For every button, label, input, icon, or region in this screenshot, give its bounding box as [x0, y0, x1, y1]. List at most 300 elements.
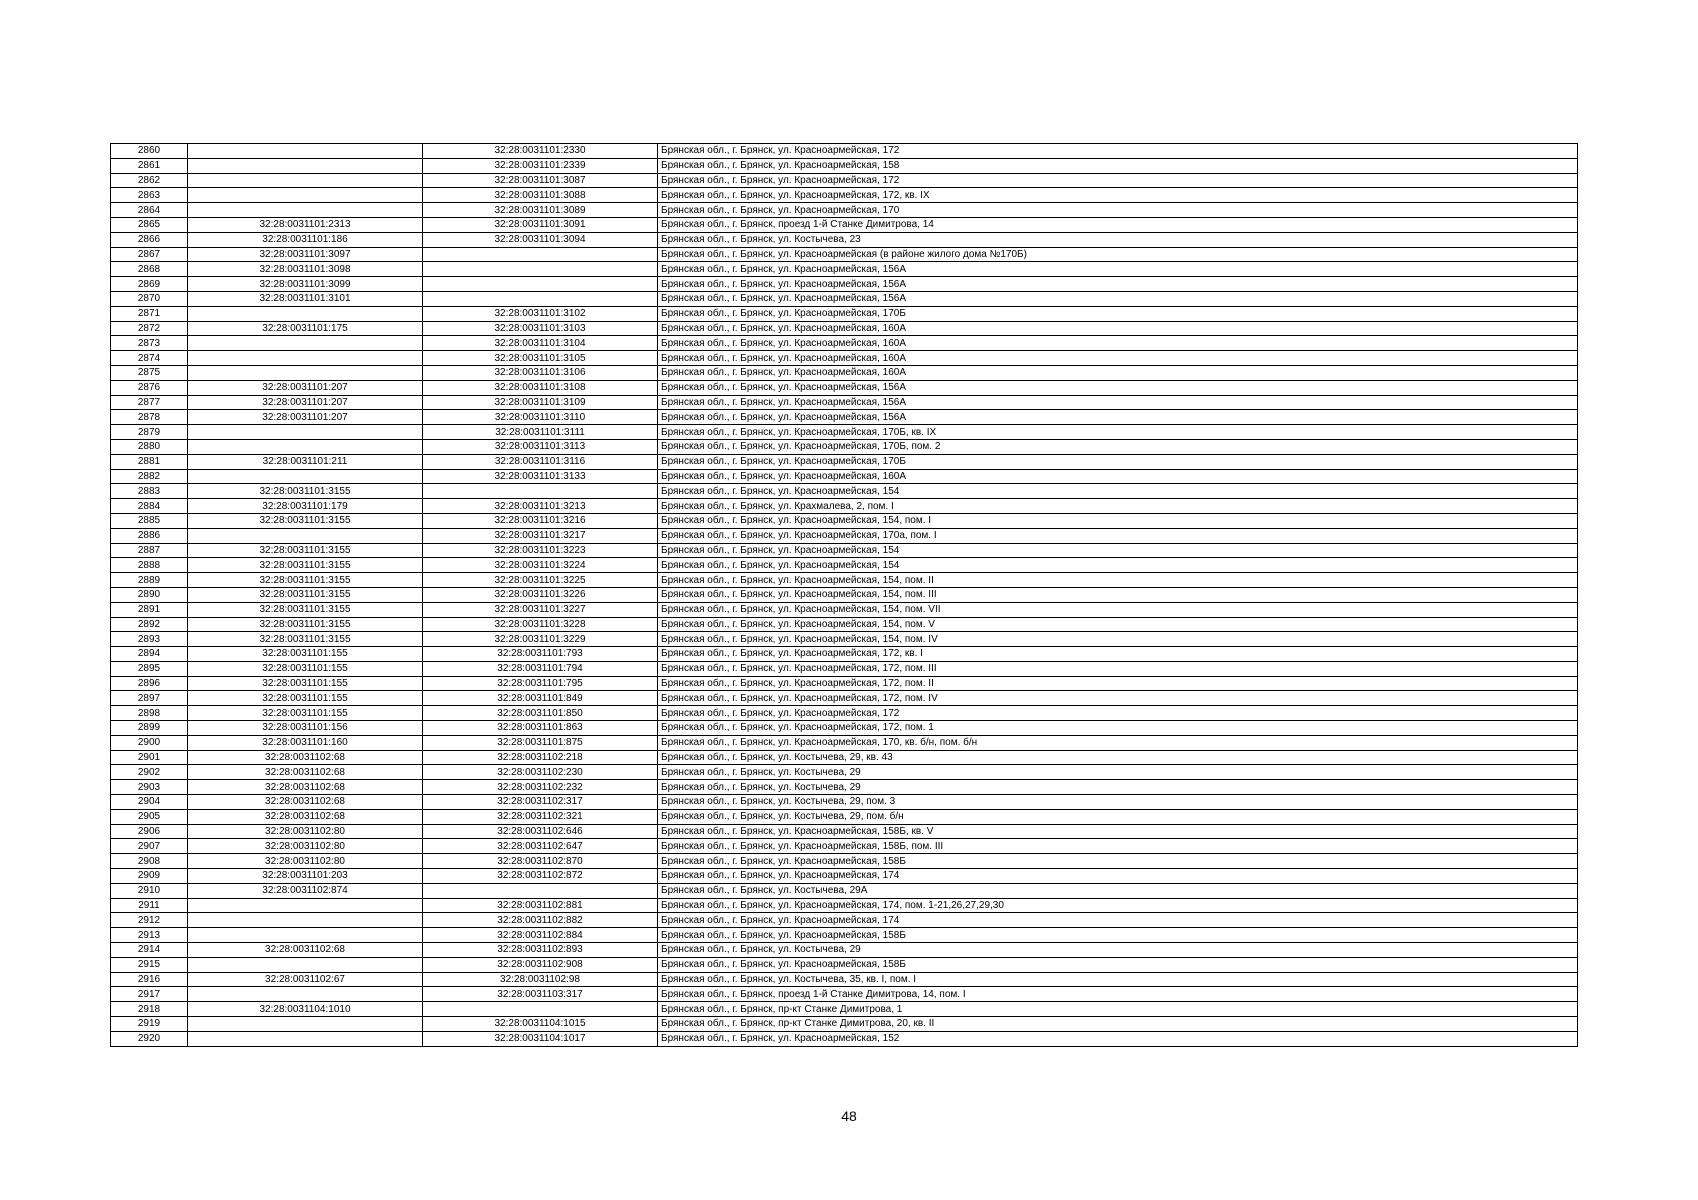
address-cell: Брянская обл., г. Брянск, ул. Красноармейская (в районе жилого дома №170Б) — [658, 247, 1578, 262]
object-number-cell: 32:28:0031101:875 — [423, 735, 658, 750]
page-number: 48 — [841, 1108, 857, 1124]
parcel-number-cell — [188, 528, 423, 543]
row-number-cell: 2889 — [111, 573, 188, 588]
table-row — [111, 513, 1578, 528]
row-number-cell: 2916 — [111, 972, 188, 987]
parcel-number-cell: 32:28:0031101:175 — [188, 321, 423, 336]
table-row — [111, 587, 1578, 602]
object-number-cell: 32:28:0031102:884 — [423, 928, 658, 943]
row-number-cell: 2867 — [111, 247, 188, 262]
parcel-number-cell: 32:28:0031101:207 — [188, 395, 423, 410]
row-number-cell: 2879 — [111, 425, 188, 440]
table-row — [111, 898, 1578, 913]
registry-table — [110, 143, 1578, 1047]
parcel-number-cell: 32:28:0031101:3155 — [188, 602, 423, 617]
object-number-cell — [423, 291, 658, 306]
address-cell: Брянская обл., г. Брянск, ул. Красноармейская, 160А — [658, 469, 1578, 484]
table-row — [111, 839, 1578, 854]
parcel-number-cell — [188, 425, 423, 440]
row-number-cell: 2868 — [111, 262, 188, 277]
table-row — [111, 203, 1578, 218]
table-row — [111, 232, 1578, 247]
row-number-cell: 2861 — [111, 158, 188, 173]
row-number-cell: 2863 — [111, 188, 188, 203]
parcel-number-cell: 32:28:0031102:80 — [188, 854, 423, 869]
object-number-cell — [423, 883, 658, 898]
object-number-cell: 32:28:0031101:3087 — [423, 173, 658, 188]
registry-table-body — [111, 144, 1578, 1047]
object-number-cell: 32:28:0031102:908 — [423, 957, 658, 972]
row-number-cell: 2911 — [111, 898, 188, 913]
address-cell: Брянская обл., г. Брянск, ул. Красноармейская, 158Б — [658, 928, 1578, 943]
address-cell: Брянская обл., г. Брянск, ул. Красноармейская, 170Б, кв. IX — [658, 425, 1578, 440]
parcel-number-cell: 32:28:0031101:2313 — [188, 217, 423, 232]
table-row — [111, 336, 1578, 351]
table-row — [111, 854, 1578, 869]
parcel-number-cell — [188, 987, 423, 1002]
row-number-cell: 2873 — [111, 336, 188, 351]
address-cell: Брянская обл., г. Брянск, ул. Красноармейская, 170Б — [658, 454, 1578, 469]
address-cell: Брянская обл., г. Брянск, ул. Красноармейская, 156А — [658, 277, 1578, 292]
table-row — [111, 188, 1578, 203]
address-cell: Брянская обл., г. Брянск, ул. Красноармейская, 154 — [658, 558, 1578, 573]
row-number-cell: 2915 — [111, 957, 188, 972]
row-number-cell: 2912 — [111, 913, 188, 928]
table-row — [111, 158, 1578, 173]
row-number-cell: 2876 — [111, 380, 188, 395]
object-number-cell: 32:28:0031102:98 — [423, 972, 658, 987]
address-cell: Брянская обл., г. Брянск, ул. Красноармейская, 170а, пом. I — [658, 528, 1578, 543]
row-number-cell: 2877 — [111, 395, 188, 410]
table-row — [111, 928, 1578, 943]
address-cell: Брянская обл., г. Брянск, ул. Красноармейская, 170Б, пом. 2 — [658, 439, 1578, 454]
address-cell: Брянская обл., г. Брянск, ул. Красноармейская, 158Б — [658, 957, 1578, 972]
row-number-cell: 2878 — [111, 410, 188, 425]
address-cell: Брянская обл., г. Брянск, ул. Красноармейская, 154, пом. VII — [658, 602, 1578, 617]
row-number-cell: 2892 — [111, 617, 188, 632]
row-number-cell: 2885 — [111, 513, 188, 528]
object-number-cell: 32:28:0031101:795 — [423, 676, 658, 691]
row-number-cell: 2883 — [111, 484, 188, 499]
address-cell: Брянская обл., г. Брянск, ул. Красноармейская, 172, пом. II — [658, 676, 1578, 691]
object-number-cell: 32:28:0031102:881 — [423, 898, 658, 913]
parcel-number-cell: 32:28:0031101:3155 — [188, 543, 423, 558]
table-row — [111, 943, 1578, 958]
parcel-number-cell — [188, 928, 423, 943]
parcel-number-cell: 32:28:0031102:68 — [188, 765, 423, 780]
object-number-cell — [423, 247, 658, 262]
parcel-number-cell: 32:28:0031102:68 — [188, 780, 423, 795]
row-number-cell: 2866 — [111, 232, 188, 247]
object-number-cell: 32:28:0031102:646 — [423, 824, 658, 839]
parcel-number-cell — [188, 173, 423, 188]
table-row — [111, 883, 1578, 898]
parcel-number-cell — [188, 203, 423, 218]
row-number-cell: 2874 — [111, 351, 188, 366]
table-row — [111, 277, 1578, 292]
parcel-number-cell: 32:28:0031101:3097 — [188, 247, 423, 262]
address-cell: Брянская обл., г. Брянск, проезд 1-й Станке Димитрова, 14, пом. I — [658, 987, 1578, 1002]
address-cell: Брянская обл., г. Брянск, ул. Красноармейская, 154, пом. II — [658, 573, 1578, 588]
object-number-cell: 32:28:0031102:321 — [423, 809, 658, 824]
table-row — [111, 1017, 1578, 1032]
table-row — [111, 750, 1578, 765]
address-cell: Брянская обл., г. Брянск, ул. Красноармейская, 160А — [658, 321, 1578, 336]
address-cell: Брянская обл., г. Брянск, ул. Красноармейская, 154 — [658, 484, 1578, 499]
object-number-cell: 32:28:0031101:793 — [423, 647, 658, 662]
address-cell: Брянская обл., г. Брянск, ул. Красноармейская, 170 — [658, 203, 1578, 218]
parcel-number-cell — [188, 158, 423, 173]
table-row — [111, 173, 1578, 188]
parcel-number-cell: 32:28:0031102:68 — [188, 795, 423, 810]
object-number-cell: 32:28:0031102:218 — [423, 750, 658, 765]
address-cell: Брянская обл., г. Брянск, ул. Костычева, 35, кв. I, пом. I — [658, 972, 1578, 987]
table-row — [111, 735, 1578, 750]
parcel-number-cell: 32:28:0031101:3155 — [188, 513, 423, 528]
object-number-cell: 32:28:0031101:3113 — [423, 439, 658, 454]
address-cell: Брянская обл., г. Брянск, ул. Красноармейская, 156А — [658, 262, 1578, 277]
object-number-cell: 32:28:0031102:647 — [423, 839, 658, 854]
address-cell: Брянская обл., г. Брянск, ул. Красноармейская, 154, пом. IV — [658, 632, 1578, 647]
table-row — [111, 558, 1578, 573]
table-row — [111, 351, 1578, 366]
parcel-number-cell: 32:28:0031102:67 — [188, 972, 423, 987]
address-cell: Брянская обл., г. Брянск, ул. Красноармейская, 158Б — [658, 854, 1578, 869]
row-number-cell: 2917 — [111, 987, 188, 1002]
parcel-number-cell: 32:28:0031101:155 — [188, 661, 423, 676]
address-cell: Брянская обл., г. Брянск, ул. Красноармейская, 160А — [658, 336, 1578, 351]
parcel-number-cell — [188, 1031, 423, 1046]
object-number-cell: 32:28:0031101:3228 — [423, 617, 658, 632]
row-number-cell: 2888 — [111, 558, 188, 573]
address-cell: Брянская обл., г. Брянск, ул. Костычева, 29 — [658, 780, 1578, 795]
object-number-cell: 32:28:0031101:3089 — [423, 203, 658, 218]
table-row — [111, 869, 1578, 884]
address-cell: Брянская обл., г. Брянск, ул. Красноармейская, 170, кв. б/н, пом. б/н — [658, 735, 1578, 750]
row-number-cell: 2908 — [111, 854, 188, 869]
address-cell: Брянская обл., г. Брянск, ул. Красноармейская, 154, пом. I — [658, 513, 1578, 528]
address-cell: Брянская обл., г. Брянск, ул. Красноармейская, 170Б — [658, 306, 1578, 321]
table-row — [111, 217, 1578, 232]
row-number-cell: 2880 — [111, 439, 188, 454]
table-row — [111, 661, 1578, 676]
parcel-number-cell: 32:28:0031101:3155 — [188, 632, 423, 647]
address-cell: Брянская обл., г. Брянск, ул. Красноармейская, 156А — [658, 410, 1578, 425]
address-cell: Брянская обл., г. Брянск, пр-кт Станке Димитрова, 1 — [658, 1002, 1578, 1017]
parcel-number-cell — [188, 1017, 423, 1032]
object-number-cell: 32:28:0031101:3108 — [423, 380, 658, 395]
row-number-cell: 2882 — [111, 469, 188, 484]
table-row — [111, 543, 1578, 558]
parcel-number-cell: 32:28:0031102:68 — [188, 943, 423, 958]
parcel-number-cell — [188, 144, 423, 159]
table-row — [111, 780, 1578, 795]
address-cell: Брянская обл., г. Брянск, ул. Крахмалева, 2, пом. I — [658, 499, 1578, 514]
table-row — [111, 972, 1578, 987]
row-number-cell: 2902 — [111, 765, 188, 780]
address-cell: Брянская обл., г. Брянск, ул. Костычева, 29 — [658, 765, 1578, 780]
address-cell: Брянская обл., г. Брянск, ул. Красноармейская, 156А — [658, 380, 1578, 395]
address-cell: Брянская обл., г. Брянск, ул. Костычева, 29, пом. 3 — [658, 795, 1578, 810]
table-row — [111, 913, 1578, 928]
object-number-cell: 32:28:0031101:2339 — [423, 158, 658, 173]
table-row — [111, 499, 1578, 514]
address-cell: Брянская обл., г. Брянск, ул. Красноармейская, 154, пом. V — [658, 617, 1578, 632]
address-cell: Брянская обл., г. Брянск, ул. Красноармейская, 156А — [658, 395, 1578, 410]
table-row — [111, 676, 1578, 691]
parcel-number-cell: 32:28:0031101:207 — [188, 380, 423, 395]
object-number-cell: 32:28:0031101:3111 — [423, 425, 658, 440]
table-row — [111, 395, 1578, 410]
row-number-cell: 2904 — [111, 795, 188, 810]
table-row — [111, 365, 1578, 380]
row-number-cell: 2872 — [111, 321, 188, 336]
parcel-number-cell: 32:28:0031102:68 — [188, 809, 423, 824]
row-number-cell: 2890 — [111, 587, 188, 602]
row-number-cell: 2899 — [111, 721, 188, 736]
address-cell: Брянская обл., г. Брянск, ул. Красноармейская, 172 — [658, 706, 1578, 721]
parcel-number-cell: 32:28:0031101:3101 — [188, 291, 423, 306]
table-row — [111, 795, 1578, 810]
row-number-cell: 2913 — [111, 928, 188, 943]
address-cell: Брянская обл., г. Брянск, ул. Красноармейская, 156А — [658, 291, 1578, 306]
row-number-cell: 2864 — [111, 203, 188, 218]
parcel-number-cell: 32:28:0031101:179 — [188, 499, 423, 514]
object-number-cell: 32:28:0031101:3216 — [423, 513, 658, 528]
object-number-cell: 32:28:0031103:317 — [423, 987, 658, 1002]
parcel-number-cell: 32:28:0031104:1010 — [188, 1002, 423, 1017]
row-number-cell: 2920 — [111, 1031, 188, 1046]
row-number-cell: 2886 — [111, 528, 188, 543]
row-number-cell: 2871 — [111, 306, 188, 321]
row-number-cell: 2907 — [111, 839, 188, 854]
address-cell: Брянская обл., г. Брянск, ул. Костычева, 29, пом. б/н — [658, 809, 1578, 824]
row-number-cell: 2914 — [111, 943, 188, 958]
parcel-number-cell — [188, 336, 423, 351]
row-number-cell: 2875 — [111, 365, 188, 380]
table-row — [111, 824, 1578, 839]
address-cell: Брянская обл., г. Брянск, ул. Красноармейская, 158Б, кв. V — [658, 824, 1578, 839]
parcel-number-cell: 32:28:0031102:80 — [188, 824, 423, 839]
table-row — [111, 573, 1578, 588]
object-number-cell: 32:28:0031101:3102 — [423, 306, 658, 321]
table-row — [111, 1002, 1578, 1017]
row-number-cell: 2870 — [111, 291, 188, 306]
object-number-cell — [423, 1002, 658, 1017]
object-number-cell: 32:28:0031101:3110 — [423, 410, 658, 425]
row-number-cell: 2860 — [111, 144, 188, 159]
object-number-cell: 32:28:0031101:3116 — [423, 454, 658, 469]
parcel-number-cell — [188, 439, 423, 454]
parcel-number-cell — [188, 898, 423, 913]
parcel-number-cell — [188, 913, 423, 928]
object-number-cell: 32:28:0031101:3103 — [423, 321, 658, 336]
address-cell: Брянская обл., г. Брянск, ул. Костычева, 29А — [658, 883, 1578, 898]
row-number-cell: 2903 — [111, 780, 188, 795]
object-number-cell: 32:28:0031102:870 — [423, 854, 658, 869]
address-cell: Брянская обл., г. Брянск, ул. Красноармейская, 154 — [658, 543, 1578, 558]
object-number-cell: 32:28:0031101:3109 — [423, 395, 658, 410]
object-number-cell — [423, 484, 658, 499]
object-number-cell: 32:28:0031101:794 — [423, 661, 658, 676]
table-row — [111, 957, 1578, 972]
parcel-number-cell: 32:28:0031101:207 — [188, 410, 423, 425]
table-row — [111, 425, 1578, 440]
parcel-number-cell — [188, 188, 423, 203]
address-cell: Брянская обл., г. Брянск, ул. Красноармейская, 154, пом. III — [658, 587, 1578, 602]
parcel-number-cell: 32:28:0031101:211 — [188, 454, 423, 469]
parcel-number-cell — [188, 957, 423, 972]
row-number-cell: 2869 — [111, 277, 188, 292]
parcel-number-cell: 32:28:0031101:155 — [188, 676, 423, 691]
object-number-cell: 32:28:0031101:3225 — [423, 573, 658, 588]
address-cell: Брянская обл., г. Брянск, ул. Красноармейская, 174 — [658, 913, 1578, 928]
table-row — [111, 1031, 1578, 1046]
row-number-cell: 2893 — [111, 632, 188, 647]
object-number-cell: 32:28:0031101:849 — [423, 691, 658, 706]
parcel-number-cell — [188, 306, 423, 321]
object-number-cell: 32:28:0031101:3104 — [423, 336, 658, 351]
row-number-cell: 2894 — [111, 647, 188, 662]
parcel-number-cell: 32:28:0031101:3155 — [188, 573, 423, 588]
row-number-cell: 2901 — [111, 750, 188, 765]
parcel-number-cell: 32:28:0031101:3155 — [188, 484, 423, 499]
object-number-cell: 32:28:0031101:3094 — [423, 232, 658, 247]
parcel-number-cell: 32:28:0031101:203 — [188, 869, 423, 884]
address-cell: Брянская обл., г. Брянск, ул. Красноармейская, 172, кв. IX — [658, 188, 1578, 203]
row-number-cell: 2862 — [111, 173, 188, 188]
address-cell: Брянская обл., г. Брянск, ул. Красноармейская, 160А — [658, 365, 1578, 380]
parcel-number-cell: 32:28:0031102:80 — [188, 839, 423, 854]
address-cell: Брянская обл., г. Брянск, ул. Красноармейская, 172, кв. I — [658, 647, 1578, 662]
row-number-cell: 2919 — [111, 1017, 188, 1032]
address-cell: Брянская обл., г. Брянск, ул. Красноармейская, 172 — [658, 144, 1578, 159]
row-number-cell: 2898 — [111, 706, 188, 721]
table-row — [111, 410, 1578, 425]
table-row — [111, 765, 1578, 780]
parcel-number-cell: 32:28:0031101:156 — [188, 721, 423, 736]
object-number-cell — [423, 262, 658, 277]
row-number-cell: 2906 — [111, 824, 188, 839]
object-number-cell: 32:28:0031101:3217 — [423, 528, 658, 543]
row-number-cell: 2895 — [111, 661, 188, 676]
parcel-number-cell: 32:28:0031102:68 — [188, 750, 423, 765]
row-number-cell: 2896 — [111, 676, 188, 691]
address-cell: Брянская обл., г. Брянск, ул. Красноармейская, 174 — [658, 869, 1578, 884]
parcel-number-cell — [188, 351, 423, 366]
address-cell: Брянская обл., г. Брянск, ул. Красноармейская, 172, пом. 1 — [658, 721, 1578, 736]
row-number-cell: 2918 — [111, 1002, 188, 1017]
parcel-number-cell: 32:28:0031101:3155 — [188, 617, 423, 632]
object-number-cell: 32:28:0031101:3106 — [423, 365, 658, 380]
table-row — [111, 144, 1578, 159]
address-cell: Брянская обл., г. Брянск, ул. Костычева, 23 — [658, 232, 1578, 247]
parcel-number-cell: 32:28:0031101:186 — [188, 232, 423, 247]
object-number-cell: 32:28:0031101:863 — [423, 721, 658, 736]
row-number-cell: 2905 — [111, 809, 188, 824]
table-row — [111, 469, 1578, 484]
row-number-cell: 2910 — [111, 883, 188, 898]
table-row — [111, 306, 1578, 321]
parcel-number-cell: 32:28:0031101:3155 — [188, 587, 423, 602]
parcel-number-cell — [188, 365, 423, 380]
address-cell: Брянская обл., г. Брянск, ул. Красноармейская, 158Б, пом. III — [658, 839, 1578, 854]
address-cell: Брянская обл., г. Брянск, ул. Костычева, 29, кв. 43 — [658, 750, 1578, 765]
table-row — [111, 617, 1578, 632]
object-number-cell: 32:28:0031101:2330 — [423, 144, 658, 159]
table-row — [111, 987, 1578, 1002]
table-row — [111, 528, 1578, 543]
object-number-cell: 32:28:0031101:3091 — [423, 217, 658, 232]
parcel-number-cell: 32:28:0031101:155 — [188, 647, 423, 662]
table-row — [111, 706, 1578, 721]
row-number-cell: 2897 — [111, 691, 188, 706]
address-cell: Брянская обл., г. Брянск, ул. Красноармейская, 160А — [658, 351, 1578, 366]
object-number-cell: 32:28:0031101:3088 — [423, 188, 658, 203]
object-number-cell: 32:28:0031101:3105 — [423, 351, 658, 366]
object-number-cell: 32:28:0031101:3229 — [423, 632, 658, 647]
object-number-cell: 32:28:0031101:850 — [423, 706, 658, 721]
table-row — [111, 602, 1578, 617]
object-number-cell: 32:28:0031102:232 — [423, 780, 658, 795]
object-number-cell: 32:28:0031102:893 — [423, 943, 658, 958]
parcel-number-cell: 32:28:0031102:874 — [188, 883, 423, 898]
object-number-cell: 32:28:0031101:3133 — [423, 469, 658, 484]
row-number-cell: 2865 — [111, 217, 188, 232]
table-row — [111, 484, 1578, 499]
row-number-cell: 2891 — [111, 602, 188, 617]
row-number-cell: 2909 — [111, 869, 188, 884]
table-row — [111, 380, 1578, 395]
object-number-cell: 32:28:0031104:1015 — [423, 1017, 658, 1032]
row-number-cell: 2881 — [111, 454, 188, 469]
table-row — [111, 721, 1578, 736]
table-row — [111, 454, 1578, 469]
address-cell: Брянская обл., г. Брянск, проезд 1-й Станке Димитрова, 14 — [658, 217, 1578, 232]
object-number-cell: 32:28:0031102:317 — [423, 795, 658, 810]
parcel-number-cell: 32:28:0031101:3098 — [188, 262, 423, 277]
object-number-cell: 32:28:0031102:230 — [423, 765, 658, 780]
object-number-cell: 32:28:0031104:1017 — [423, 1031, 658, 1046]
address-cell: Брянская обл., г. Брянск, ул. Красноармейская, 172, пом. III — [658, 661, 1578, 676]
table-row — [111, 247, 1578, 262]
object-number-cell: 32:28:0031101:3223 — [423, 543, 658, 558]
row-number-cell: 2887 — [111, 543, 188, 558]
parcel-number-cell: 32:28:0031101:3155 — [188, 558, 423, 573]
object-number-cell: 32:28:0031102:872 — [423, 869, 658, 884]
address-cell: Брянская обл., г. Брянск, ул. Красноармейская, 172 — [658, 173, 1578, 188]
address-cell: Брянская обл., г. Брянск, ул. Красноармейская, 152 — [658, 1031, 1578, 1046]
address-cell: Брянская обл., г. Брянск, ул. Красноармейская, 158 — [658, 158, 1578, 173]
parcel-number-cell — [188, 469, 423, 484]
object-number-cell: 32:28:0031101:3226 — [423, 587, 658, 602]
parcel-number-cell: 32:28:0031101:155 — [188, 691, 423, 706]
table-row — [111, 291, 1578, 306]
address-cell: Брянская обл., г. Брянск, ул. Красноармейская, 172, пом. IV — [658, 691, 1578, 706]
parcel-number-cell: 32:28:0031101:3099 — [188, 277, 423, 292]
address-cell: Брянская обл., г. Брянск, ул. Красноармейская, 174, пом. 1-21,26,27,29,30 — [658, 898, 1578, 913]
table-row — [111, 439, 1578, 454]
object-number-cell — [423, 277, 658, 292]
parcel-number-cell: 32:28:0031101:155 — [188, 706, 423, 721]
address-cell: Брянская обл., г. Брянск, пр-кт Станке Димитрова, 20, кв. II — [658, 1017, 1578, 1032]
object-number-cell: 32:28:0031101:3224 — [423, 558, 658, 573]
address-cell: Брянская обл., г. Брянск, ул. Костычева, 29 — [658, 943, 1578, 958]
object-number-cell: 32:28:0031101:3227 — [423, 602, 658, 617]
object-number-cell: 32:28:0031102:882 — [423, 913, 658, 928]
row-number-cell: 2900 — [111, 735, 188, 750]
table-row — [111, 809, 1578, 824]
